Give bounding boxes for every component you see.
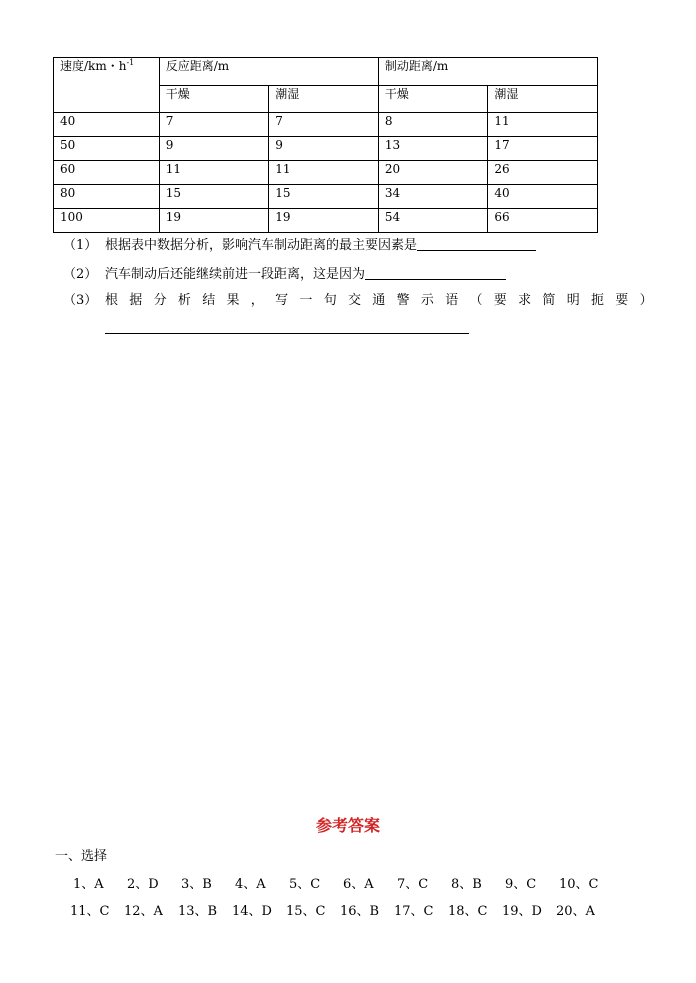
answer-item: 20、A — [556, 904, 595, 919]
question-number: （3） — [63, 293, 98, 308]
answer-item: 18、C — [448, 904, 488, 919]
answer-item: 6、A — [343, 877, 374, 892]
answer-item: 5、C — [289, 877, 321, 892]
table-cell: 15 — [269, 185, 379, 209]
answer-row-2 — [70, 900, 610, 919]
answer-item: 11、C — [70, 904, 110, 919]
question-2 — [63, 266, 506, 284]
answer-item: 10、C — [559, 877, 599, 892]
answer-item: 17、C — [394, 904, 434, 919]
answer-row-1 — [73, 873, 613, 892]
answer-item: 15、C — [286, 904, 326, 919]
section-heading: 一、选择 — [55, 849, 108, 864]
question-text: 汽车制动后还能继续前进一段距离，这是因为 — [105, 267, 366, 282]
table-row — [54, 209, 598, 233]
answer-item: 9、C — [505, 877, 537, 892]
table-cell: 34 — [378, 185, 488, 209]
question-number: （1） — [63, 238, 98, 253]
speed-unit-exponent: -1 — [126, 58, 135, 67]
question-text: 根据表中数据分析，影响汽车制动距离的最主要因素是 — [105, 238, 418, 253]
table-cell: 9 — [159, 137, 269, 161]
table-cell: 54 — [378, 209, 488, 233]
answer-item: 12、A — [124, 904, 163, 919]
table-cell: 9 — [269, 137, 379, 161]
table-row — [54, 137, 598, 161]
answer-item: 13、B — [178, 904, 218, 919]
table-header-row — [54, 58, 598, 86]
answer-item: 7、C — [397, 877, 429, 892]
table-cell: 13 — [378, 137, 488, 161]
speed-header: 速度/km・$h^{-1}$ — [54, 58, 160, 113]
data-table — [53, 57, 598, 233]
table-cell: 80 — [54, 185, 160, 209]
answer-item: 19、D — [502, 904, 542, 919]
answer-blank[interactable] — [365, 266, 506, 280]
table-cell: 7 — [269, 113, 379, 137]
table-cell: 11 — [269, 161, 379, 185]
answers-title: 参考答案 — [315, 816, 380, 835]
table-cell: 11 — [159, 161, 269, 185]
answer-item: 16、B — [340, 904, 380, 919]
question-1 — [63, 237, 536, 255]
answer-blank[interactable] — [417, 237, 536, 251]
table-cell: 26 — [488, 161, 598, 185]
table-cell: 19 — [269, 209, 379, 233]
answer-blank[interactable] — [105, 333, 469, 334]
table-row — [54, 185, 598, 209]
reaction-distance-header: 反应距离/m — [159, 58, 378, 86]
answer-item: 4、A — [235, 877, 266, 892]
table-cell: 15 — [159, 185, 269, 209]
subheader-dry: 干燥 — [159, 86, 269, 113]
table-cell: 20 — [378, 161, 488, 185]
table-cell: 100 — [54, 209, 160, 233]
table-cell: 19 — [159, 209, 269, 233]
table-cell: 17 — [488, 137, 598, 161]
braking-distance-header: 制动距离/m — [378, 58, 597, 86]
table-cell: 66 — [488, 209, 598, 233]
table-cell: 8 — [378, 113, 488, 137]
table-cell: 40 — [54, 113, 160, 137]
question-text: 根据分析结果，写一句交通警示语（要求简明扼要） — [105, 293, 664, 308]
table-row — [54, 161, 598, 185]
subheader-wet: 潮湿 — [488, 86, 598, 113]
table-cell: 7 — [159, 113, 269, 137]
table-row — [54, 113, 598, 137]
question-number: （2） — [63, 267, 98, 282]
answer-item: 3、B — [181, 877, 212, 892]
table-cell: 50 — [54, 137, 160, 161]
subheader-dry: 干燥 — [378, 86, 488, 113]
answer-item: 14、D — [232, 904, 272, 919]
subheader-wet: 潮湿 — [269, 86, 379, 113]
table-cell: 11 — [488, 113, 598, 137]
answer-item: 2、D — [127, 877, 159, 892]
answer-item: 1、A — [73, 877, 104, 892]
answer-item: 8、B — [451, 877, 482, 892]
table-cell: 40 — [488, 185, 598, 209]
table-cell: 60 — [54, 161, 160, 185]
question-3 — [63, 292, 664, 310]
